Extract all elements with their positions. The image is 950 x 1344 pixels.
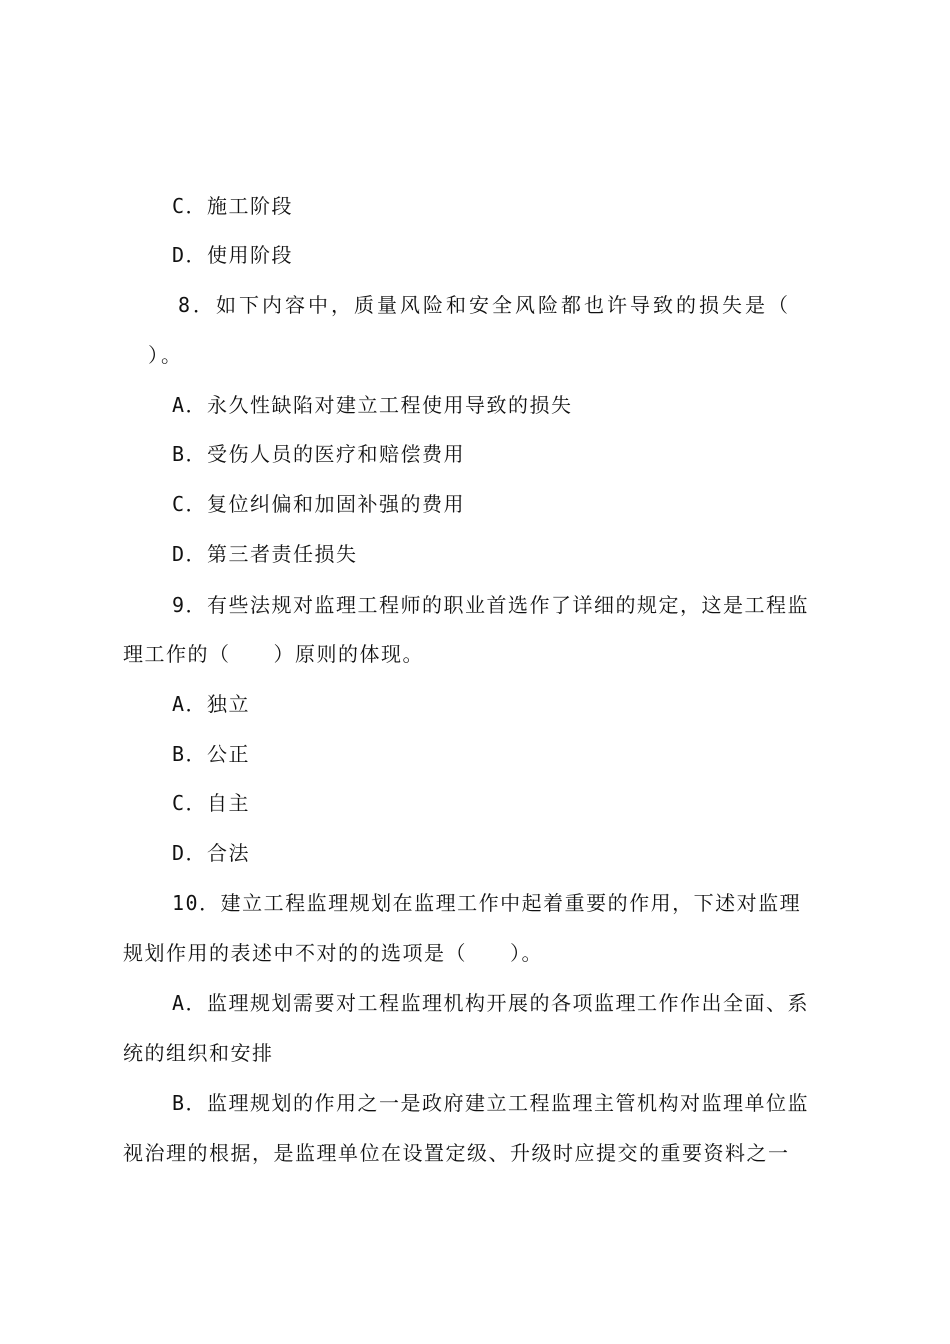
option-text: B．公正 xyxy=(172,742,251,766)
option-text: B．受伤人员的医疗和赔偿费用 xyxy=(172,442,466,466)
question-text-line-2: 理工作的（ ）原则的体现。 xyxy=(123,642,424,666)
option-text: D．合法 xyxy=(172,841,251,865)
option-text: A．独立 xyxy=(172,692,251,716)
option-text: C．复位纠偏和加固补强的费用 xyxy=(172,492,466,516)
question-text-line-2: 规划作用的表述中不对的的选项是（ ）。 xyxy=(123,941,543,965)
question-text-line-1: 10．建立工程监理规划在监理工作中起着重要的作用，下述对监理 xyxy=(172,891,802,915)
option-text: C．自主 xyxy=(172,791,251,815)
question-text-line-2: ）。 xyxy=(148,343,184,367)
option-text-line-1: B．监理规划的作用之一是政府建立工程监理主管机构对监理单位监 xyxy=(172,1091,810,1115)
question-text-line-1: 9．有些法规对监理工程师的职业首选作了详细的规定，这是工程监 xyxy=(172,593,810,617)
option-text: D．使用阶段 xyxy=(172,243,294,267)
option-text-line-1: A．监理规划需要对工程监理机构开展的各项监理工作作出全面、系 xyxy=(172,991,810,1015)
option-text-line-2: 视治理的根据，是监理单位在设置定级、升级时应提交的重要资料之一 xyxy=(123,1141,790,1165)
question-text-line-1: 8．如下内容中，质量风险和安全风险都也许导致的损失是（ xyxy=(178,293,792,317)
option-text-line-2: 统的组织和安排 xyxy=(123,1041,274,1065)
option-text: D．第三者责任损失 xyxy=(172,542,358,566)
option-text: A．永久性缺陷对建立工程使用导致的损失 xyxy=(172,393,573,417)
option-text: C．施工阶段 xyxy=(172,194,294,218)
